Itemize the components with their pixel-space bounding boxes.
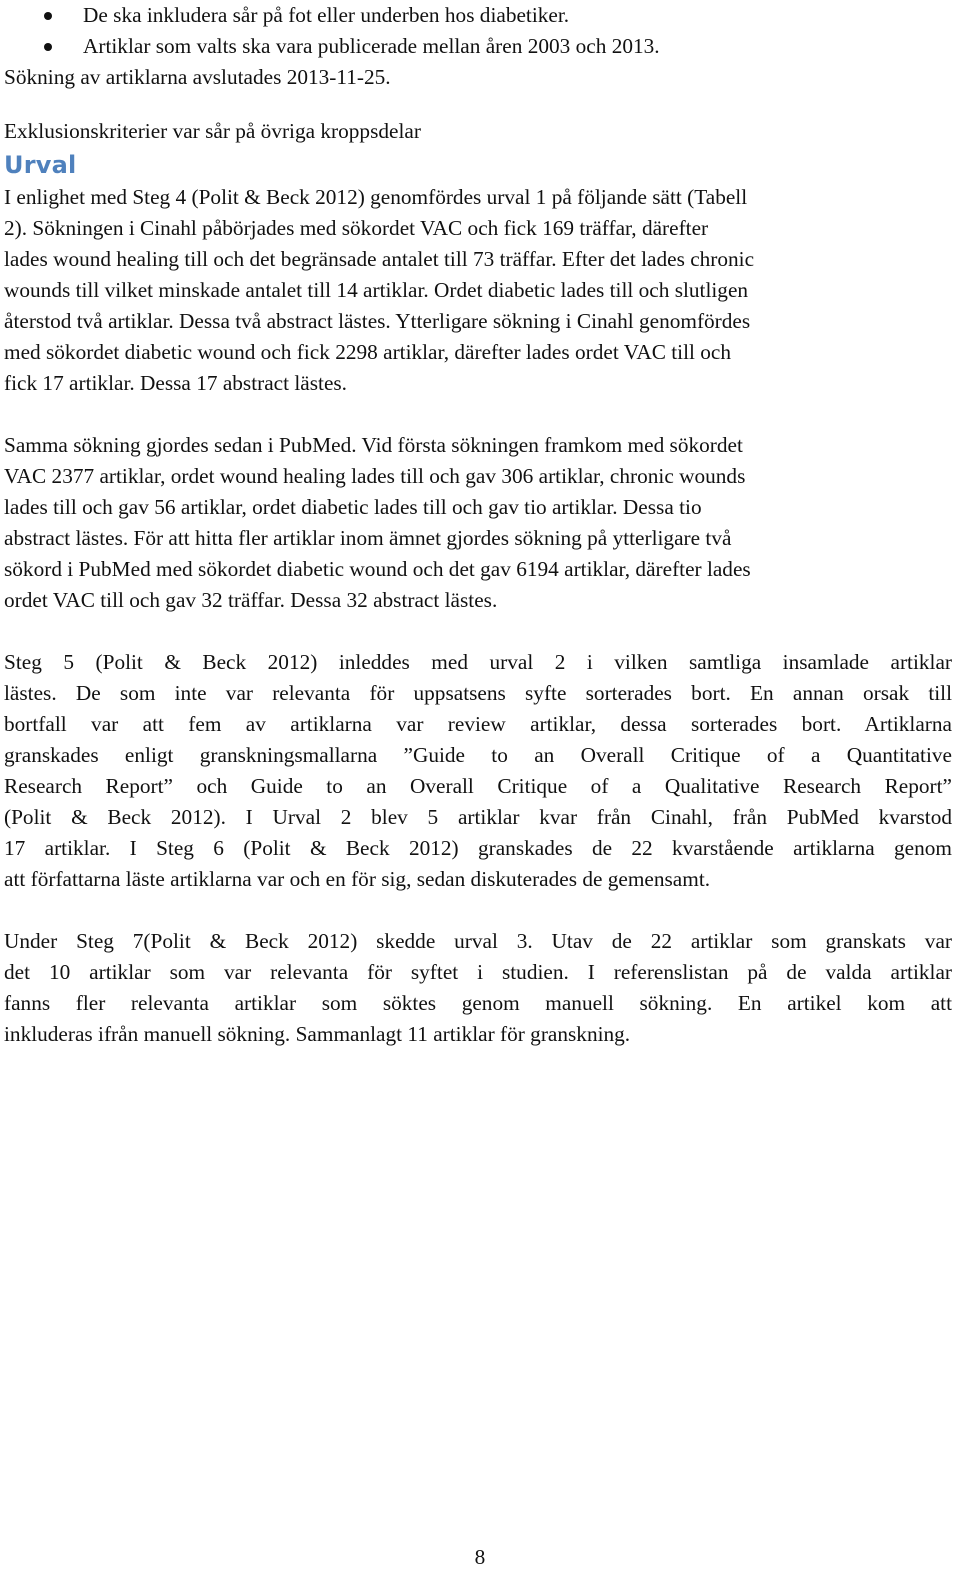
paragraph-line: återstod två artiklar. Dessa två abstract lästes. Ytterligare sökning i Cinahl genomfördes — [4, 309, 751, 333]
paragraph-line: sökord i PubMed med sökordet diabetic wound och det gav 6194 artiklar, därefter lades — [4, 557, 751, 581]
search-end-line: Sökning av artiklarna avslutades 2013-11-25. — [4, 65, 391, 89]
paragraph-step-7 — [4, 926, 952, 1050]
paragraph-line: fick 17 artiklar. Dessa 17 abstract lästes. — [4, 371, 348, 395]
paragraph-cinahl-search — [4, 182, 952, 399]
paragraph-line: bortfall var att fem av artiklarna var review artiklar, dessa sorterades bort. Artiklarna — [4, 712, 952, 736]
paragraph-line: inkluderas ifrån manuell sökning. Sammanlagt 11 artiklar för granskning. — [4, 1022, 631, 1046]
bullet-icon — [44, 12, 52, 20]
paragraph-spacer — [4, 616, 952, 647]
paragraph-line: Research Report” och Guide to an Overall Critique of a Qualitative Research Report” — [4, 774, 952, 798]
section-heading: Urval — [4, 151, 77, 179]
paragraph-line: fanns fler relevanta artiklar som söktes genom manuell sökning. En artikel kom att — [4, 991, 952, 1015]
paragraph-line: att författarna läste artiklarna var och en för sig, sedan diskuterades de gemensamt. — [4, 867, 711, 891]
list-item — [4, 0, 952, 31]
paragraph-line: wounds till vilket minskade antalet till 14 artiklar. Ordet diabetic lades till och slutligen — [4, 278, 749, 302]
list-item — [4, 31, 952, 62]
paragraph-line: Steg 5 (Polit & Beck 2012) inleddes med urval 2 i vilken samtliga insamlade artiklar — [4, 650, 952, 674]
list-item-text: Artiklar som valts ska vara publicerade mellan åren 2003 och 2013. — [83, 34, 660, 58]
paragraph-step-5-6 — [4, 647, 952, 895]
paragraph-line: Samma sökning gjordes sedan i PubMed. Vid första sökningen framkom med sökordet — [4, 433, 743, 457]
paragraph-spacer — [4, 895, 952, 926]
paragraph-line: det 10 artiklar som var relevanta för syftet i studien. I referenslistan på de valda artiklar — [4, 960, 952, 984]
paragraph-pubmed-search — [4, 430, 952, 616]
paragraph-line: Under Steg 7(Polit & Beck 2012) skedde urval 3. Utav de 22 artiklar som granskats var — [4, 929, 952, 953]
paragraph-line: I enlighet med Steg 4 (Polit & Beck 2012) genomfördes urval 1 på följande sätt (Tabell — [4, 185, 748, 209]
paragraph-line: ordet VAC till och gav 32 träffar. Dessa 32 abstract lästes. — [4, 588, 498, 612]
list-item-text: De ska inkludera sår på fot eller underben hos diabetiker. — [83, 3, 570, 27]
paragraph-line: (Polit & Beck 2012). I Urval 2 blev 5 artiklar kvar från Cinahl, från PubMed kvarstod — [4, 805, 952, 829]
paragraph-line: lades till och gav 56 artiklar, ordet diabetic lades till och gav tio artiklar. Dessa tio — [4, 495, 702, 519]
document-page — [4, 0, 952, 1050]
paragraph-line: VAC 2377 artiklar, ordet wound healing lades till och gav 306 artiklar, chronic wounds — [4, 464, 746, 488]
paragraph-line: granskades enligt granskningsmallarna ”Guide to an Overall Critique of a Quantitative — [4, 743, 952, 767]
paragraph-line: 17 artiklar. I Steg 6 (Polit & Beck 2012) granskades de 22 kvarstående artiklarna genom — [4, 836, 952, 860]
paragraph-line: lades wound healing till och det begränsade antalet till 73 träffar. Efter det lades chronic — [4, 247, 755, 271]
bullet-icon — [44, 43, 52, 51]
paragraph-line: abstract lästes. För att hitta fler artiklar inom ämnet gjordes sökning på ytterligare två — [4, 526, 732, 550]
inclusion-criteria-list — [4, 0, 952, 62]
exclusion-criteria-line: Exklusionskriterier var sår på övriga kroppsdelar — [4, 119, 421, 143]
page-number: 8 — [474, 1545, 486, 1569]
paragraph-line: med sökordet diabetic wound och fick 2298 artiklar, därefter lades ordet VAC till och — [4, 340, 731, 364]
paragraph-spacer — [4, 399, 952, 430]
paragraph-line: lästes. De som inte var relevanta för uppsatsens syfte sorterades bort. En annan orsak till — [4, 681, 952, 705]
paragraph-line: 2). Sökningen i Cinahl påbörjades med sökordet VAC och fick 169 träffar, därefter — [4, 216, 709, 240]
